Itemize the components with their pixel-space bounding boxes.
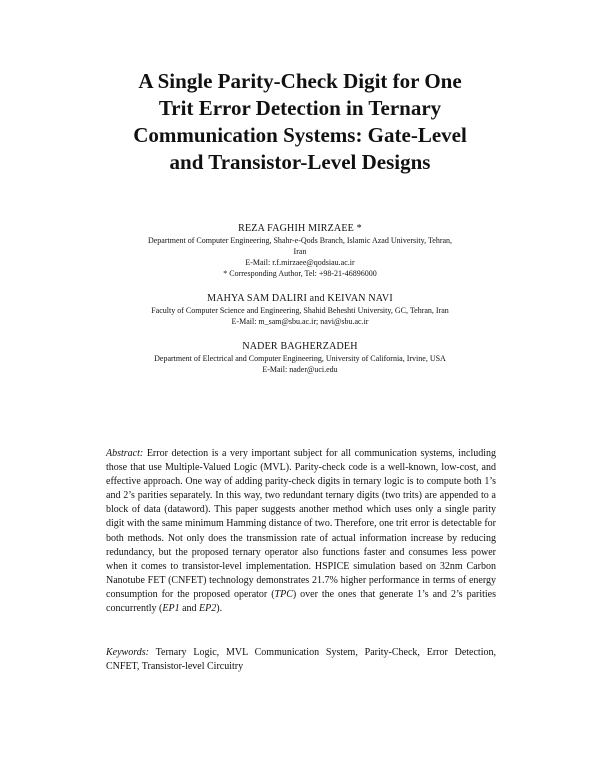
affiliation-line: Department of Computer Engineering, Shahr-e-Qods Branch, Islamic Azad University, Tehran, [147, 236, 453, 245]
paper-title [60, 68, 540, 176]
keywords-label: Keywords: [106, 647, 149, 658]
abstract-text: and [179, 603, 200, 615]
abstract-text: Error detection is a very important subject for all communication systems, including those that use Multiple-Valued Logic (MVL). Parity-check code is a well-known, low-cost, and effective approach. One way of adding parity-check digits in ternary logic is to compute both 1’s and 2’s parities separately. In this way, two redundant ternary digits (two trits) are appended to a block of data (dataword). This paper suggests another method which uses only a single parity digit with the same minimum Hamming distance of two. Therefore, one trit error is detectable for both methods. Not only does the transmission rate of actual information increase by reducing redundancy, but the proposed ternary operator also functions faster and consumes less power when it comes to transistor-level implementation. HSPICE simulation based on 32nm Carbon Nanotube FET (CNFET) technology demonstrates 21.7% higher performance in terms of energy consumption for the proposed operator ( [106, 448, 496, 600]
author-name: NADER BAGHERZADEH [242, 341, 358, 352]
abstract-term: EP1 [162, 603, 180, 615]
affiliation-line: Iran [293, 247, 307, 256]
author-block-3 [80, 340, 520, 375]
abstract-term: TPC [274, 588, 293, 600]
abstract-label: Abstract: [106, 448, 144, 459]
abstract [106, 447, 496, 616]
title-line: Trit Error Detection in Ternary [158, 96, 442, 120]
corresponding-author-line: * Corresponding Author, Tel: +98-21-46896000 [223, 269, 377, 278]
author-block-2 [80, 292, 520, 327]
author-block-1 [80, 222, 520, 279]
abstract-text: ). [216, 603, 223, 615]
affiliation-line: Faculty of Computer Science and Engineering, Shahid Beheshti University, GC, Tehran, Iran [151, 306, 449, 315]
email-line: E-Mail: nader@uci.edu [262, 365, 338, 374]
author-name: MAHYA SAM DALIRI and KEIVAN NAVI [207, 293, 393, 304]
email-line: E-Mail: m_sam@sbu.ac.ir; navi@sbu.ac.ir [231, 317, 369, 326]
affiliation-line: Department of Electrical and Computer Engineering, University of California, Irvine, USA [154, 354, 446, 363]
keywords [106, 646, 496, 674]
keywords-text: Ternary Logic, MVL Communication System, Parity-Check, Error Detection, CNFET, Transistor-level Circuitry [106, 647, 496, 673]
title-line: A Single Parity-Check Digit for One [138, 69, 462, 93]
abstract-term: EP2 [199, 603, 217, 615]
abstract-text: ) over the ones that generate 1’s and 2’s parities concurrently ( [106, 588, 496, 615]
author-name: REZA FAGHIH MIRZAEE * [238, 223, 362, 234]
title-line: Communication Systems: Gate-Level [133, 123, 467, 147]
title-line: and Transistor-Level Designs [169, 150, 431, 174]
email-line: E-Mail: r.f.mirzaee@qodsiau.ac.ir [245, 258, 355, 267]
